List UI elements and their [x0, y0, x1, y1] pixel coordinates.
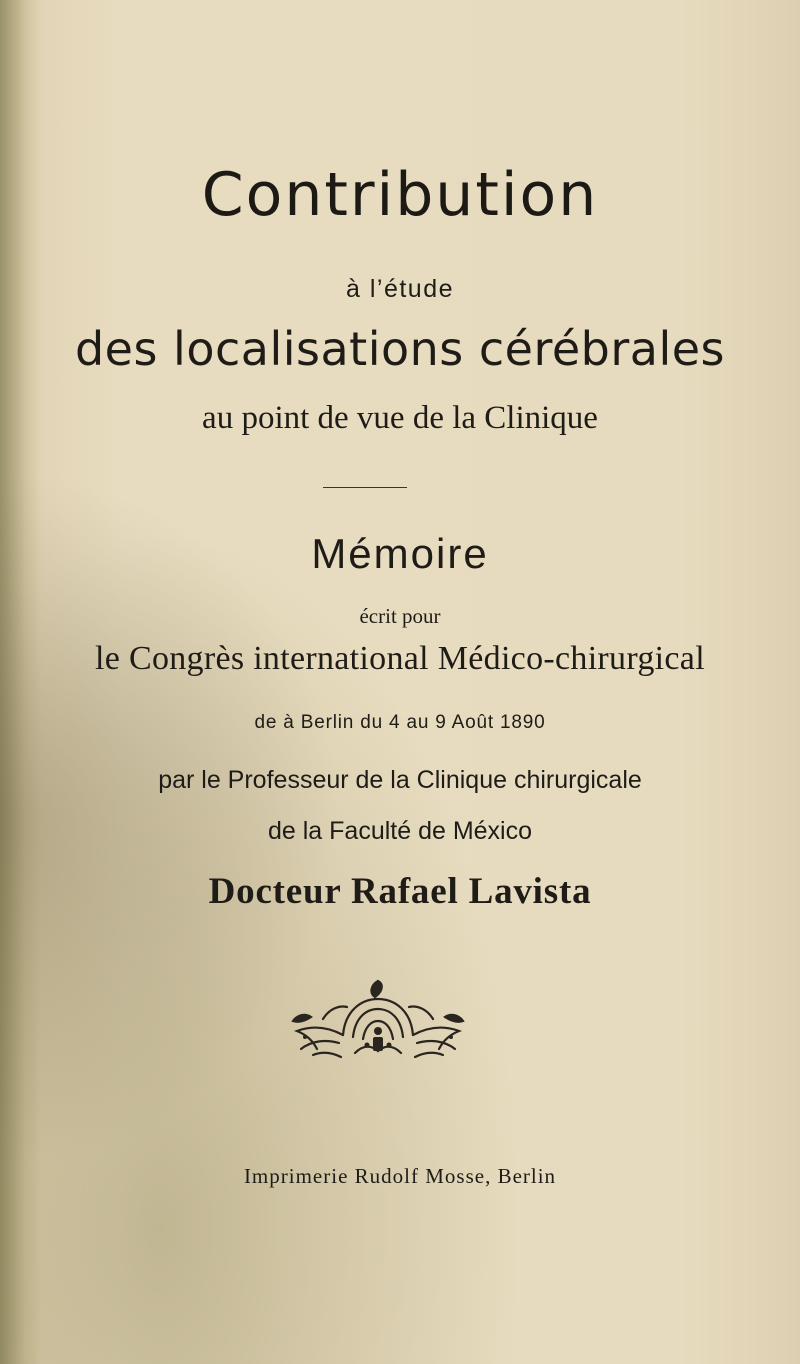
subtitle-large: des localisations cérébrales — [74, 322, 726, 376]
ecrit-pour-text: écrit pour — [359, 604, 441, 628]
divider-rule — [323, 487, 407, 488]
document-title: Contribution — [201, 160, 599, 230]
subtitle-clinic: au point de vue de la Clinique — [202, 400, 598, 436]
congress-name: le Congrès international Médico-chirurgical — [95, 640, 705, 677]
memoire-heading: Mémoire — [311, 530, 489, 577]
congress-date: de à Berlin du 4 au 9 Août 1890 — [254, 712, 546, 733]
printer-ornament-icon — [283, 975, 473, 1060]
author-affiliation-line1: par le Professeur de la Clinique chirurgicale — [158, 766, 642, 794]
author-name: Docteur Rafael Lavista — [208, 871, 592, 912]
author-affiliation-line2: de la Faculté de México — [267, 817, 533, 845]
subtitle-small: à l’étude — [345, 275, 455, 303]
imprint-line: Imprimerie Rudolf Mosse, Berlin — [243, 1164, 557, 1188]
